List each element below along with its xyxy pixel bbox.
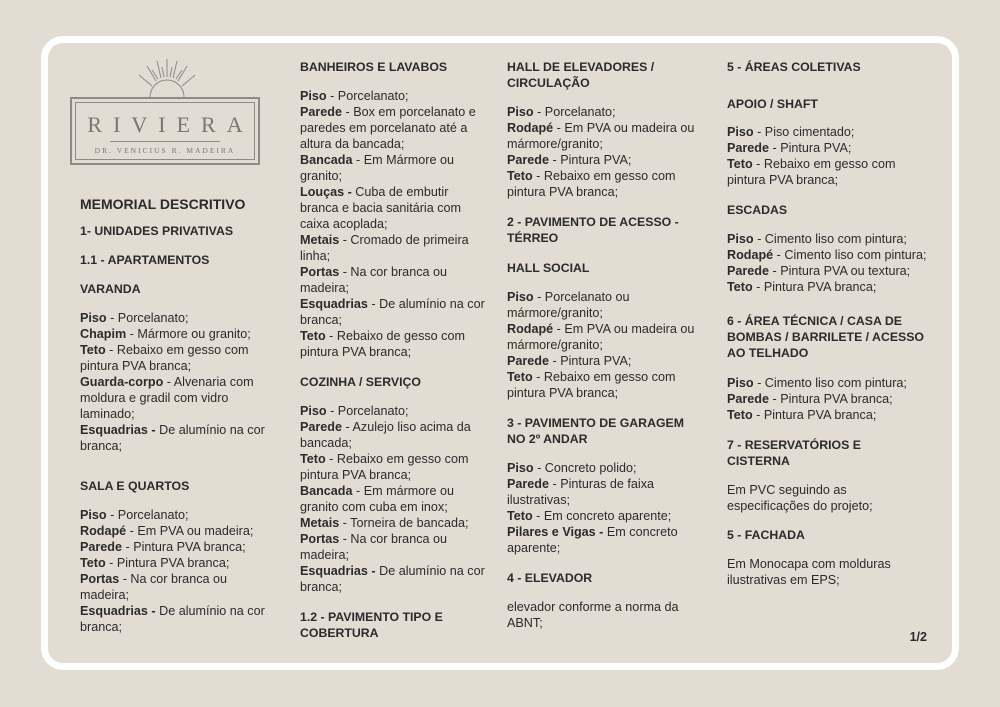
section-heading: 1.2 - PAVIMENTO TIPO E COBERTURA	[300, 610, 443, 640]
spec-item: Piso - Porcelanato;	[80, 508, 189, 522]
subsection-heading: HALL SOCIAL	[507, 261, 590, 275]
spec-item: Teto - Pintura PVA branca;	[727, 408, 877, 422]
spec-item: Esquadrias - De alumínio na cor branca;	[80, 604, 265, 634]
spec-item: Piso - Porcelanato;	[80, 311, 189, 325]
spec-item: Portas - Na cor branca ou madeira;	[300, 265, 448, 295]
spec-item: Bancada - Em mármore ou granito com cuba em inox;	[300, 484, 454, 514]
logo-divider	[110, 141, 220, 142]
spec-list	[507, 289, 697, 401]
subsection-heading: SALA E QUARTOS	[80, 479, 190, 493]
spec-item: Parede - Pintura PVA branca;	[727, 392, 893, 406]
section-heading: 3 - PAVIMENTO DE GARAGEM NO 2º ANDAR	[507, 416, 684, 446]
section-heading: 1.1 - APARTAMENTOS	[80, 253, 210, 267]
spec-list	[727, 375, 927, 423]
spec-item: Parede - Box em porcelanato e paredes em porcelanato até a altura da bancada;	[300, 105, 476, 151]
subsection-heading: ESCADAS	[727, 203, 788, 217]
spec-item: Teto - Rebaixo em gesso com pintura PVA branca;	[300, 452, 469, 482]
spec-list	[507, 104, 697, 200]
column-1	[80, 196, 270, 635]
spec-item: Parede - Pintura PVA;	[507, 354, 632, 368]
section-heading: 4 - ELEVADOR	[507, 571, 593, 585]
spec-list	[300, 88, 490, 360]
riviera-logo	[70, 53, 262, 173]
spec-item: Teto - Pintura PVA branca;	[80, 556, 230, 570]
column-2	[300, 59, 490, 641]
page-title: MEMORIAL DESCRITIVO	[80, 196, 246, 212]
spec-item: Piso - Porcelanato;	[507, 105, 616, 119]
spec-item: Teto - Rebaixo em gesso com pintura PVA branca;	[80, 343, 249, 373]
subsection-heading: COZINHA / SERVIÇO	[300, 375, 421, 389]
spec-item: Parede - Azulejo liso acima da bancada;	[300, 420, 471, 450]
spec-list	[727, 231, 927, 295]
spec-list	[300, 403, 490, 595]
spec-item: Esquadrias - De alumínio na cor branca;	[80, 423, 265, 453]
document-card	[41, 36, 959, 670]
spec-item: Teto - Pintura PVA branca;	[727, 280, 877, 294]
logo-title: RIVIERA	[87, 112, 254, 137]
spec-item: Piso - Concreto polido;	[507, 461, 637, 475]
logo-subtitle: DR. VENICIUS R. MADEIRA	[94, 146, 236, 155]
spec-item: Guarda-corpo - Alvenaria com moldura e gradil com vidro laminado;	[80, 375, 254, 421]
spec-item: Piso - Porcelanato;	[300, 89, 409, 103]
spec-item: Portas - Na cor branca ou madeira;	[80, 572, 228, 602]
spec-item: Rodapé - Em PVA ou madeira ou mármore/granito;	[507, 121, 695, 151]
spec-item: Esquadrias - De alumínio na cor branca;	[300, 564, 485, 594]
section-heading: 1- UNIDADES PRIVATIVAS	[80, 224, 234, 238]
spec-item: Chapim - Mármore ou granito;	[80, 327, 251, 341]
spec-item: Rodapé - Em PVA ou madeira ou mármore/granito;	[507, 322, 695, 352]
spec-item: Piso - Porcelanato ou mármore/granito;	[507, 290, 630, 320]
spec-text: Em Monocapa com molduras ilustrativas em EPS;	[727, 557, 891, 587]
spec-item: Metais - Cromado de primeira linha;	[300, 233, 469, 263]
spec-item: Teto - Em concreto aparente;	[507, 509, 672, 523]
section-heading: 5 - FACHADA	[727, 528, 805, 542]
spec-item: Piso - Cimento liso com pintura;	[727, 232, 907, 246]
section-heading: 6 - ÁREA TÉCNICA / CASA DE BOMBAS / BARRILETE / ACESSO AO TELHADO	[727, 314, 924, 360]
spec-item: Parede - Pintura PVA ou textura;	[727, 264, 911, 278]
section-heading: 2 - PAVIMENTO DE ACESSO - TÉRREO	[507, 215, 679, 245]
spec-item: Piso - Porcelanato;	[300, 404, 409, 418]
spec-item: Portas - Na cor branca ou madeira;	[300, 532, 448, 562]
spec-item: Parede - Pintura PVA;	[507, 153, 632, 167]
spec-item: Bancada - Em Mármore ou granito;	[300, 153, 454, 183]
spec-item: Teto - Rebaixo em gesso com pintura PVA branca;	[507, 169, 676, 199]
spec-item: Rodapé - Em PVA ou madeira;	[80, 524, 254, 538]
subsection-heading: VARANDA	[80, 282, 141, 296]
logo-frame	[70, 97, 260, 165]
spec-list	[80, 507, 270, 635]
spec-list	[727, 124, 927, 188]
spec-item: Parede - Pinturas de faixa ilustrativas;	[507, 477, 655, 507]
spec-item: Metais - Torneira de bancada;	[300, 516, 469, 530]
spec-item: Teto - Rebaixo de gesso com pintura PVA branca;	[300, 329, 465, 359]
spec-item: Louças - Cuba de embutir branca e bacia sanitária com caixa acoplada;	[300, 185, 462, 231]
section-heading: 7 - RESERVATÓRIOS E CISTERNA	[727, 438, 861, 468]
spec-item: Teto - Rebaixo em gesso com pintura PVA branca;	[507, 370, 676, 400]
spec-item: Pilares e Vigas - Em concreto aparente;	[507, 525, 678, 555]
spec-list	[80, 310, 270, 454]
spec-item: Parede - Pintura PVA branca;	[80, 540, 246, 554]
page-number: 1/2	[909, 630, 927, 644]
subsection-heading: APOIO / SHAFT	[727, 97, 818, 111]
spec-item: Parede - Pintura PVA;	[727, 141, 852, 155]
spec-item: Piso - Cimento liso com pintura;	[727, 376, 907, 390]
sunburst-icon	[136, 57, 198, 97]
column-4	[727, 59, 927, 588]
spec-item: Piso - Piso cimentado;	[727, 125, 855, 139]
spec-list	[507, 460, 697, 556]
subsection-heading: HALL DE ELEVADORES / CIRCULAÇÃO	[507, 60, 655, 90]
section-heading: 5 - ÁREAS COLETIVAS	[727, 60, 861, 74]
column-3	[507, 59, 697, 631]
spec-item: Teto - Rebaixo em gesso com pintura PVA branca;	[727, 157, 896, 187]
spec-text: elevador conforme a norma da ABNT;	[507, 600, 679, 630]
spec-item: Rodapé - Cimento liso com pintura;	[727, 248, 927, 262]
spec-item: Esquadrias - De alumínio na cor branca;	[300, 297, 485, 327]
spec-text: Em PVC seguindo as especificações do projeto;	[727, 483, 873, 513]
subsection-heading: BANHEIROS E LAVABOS	[300, 60, 448, 74]
